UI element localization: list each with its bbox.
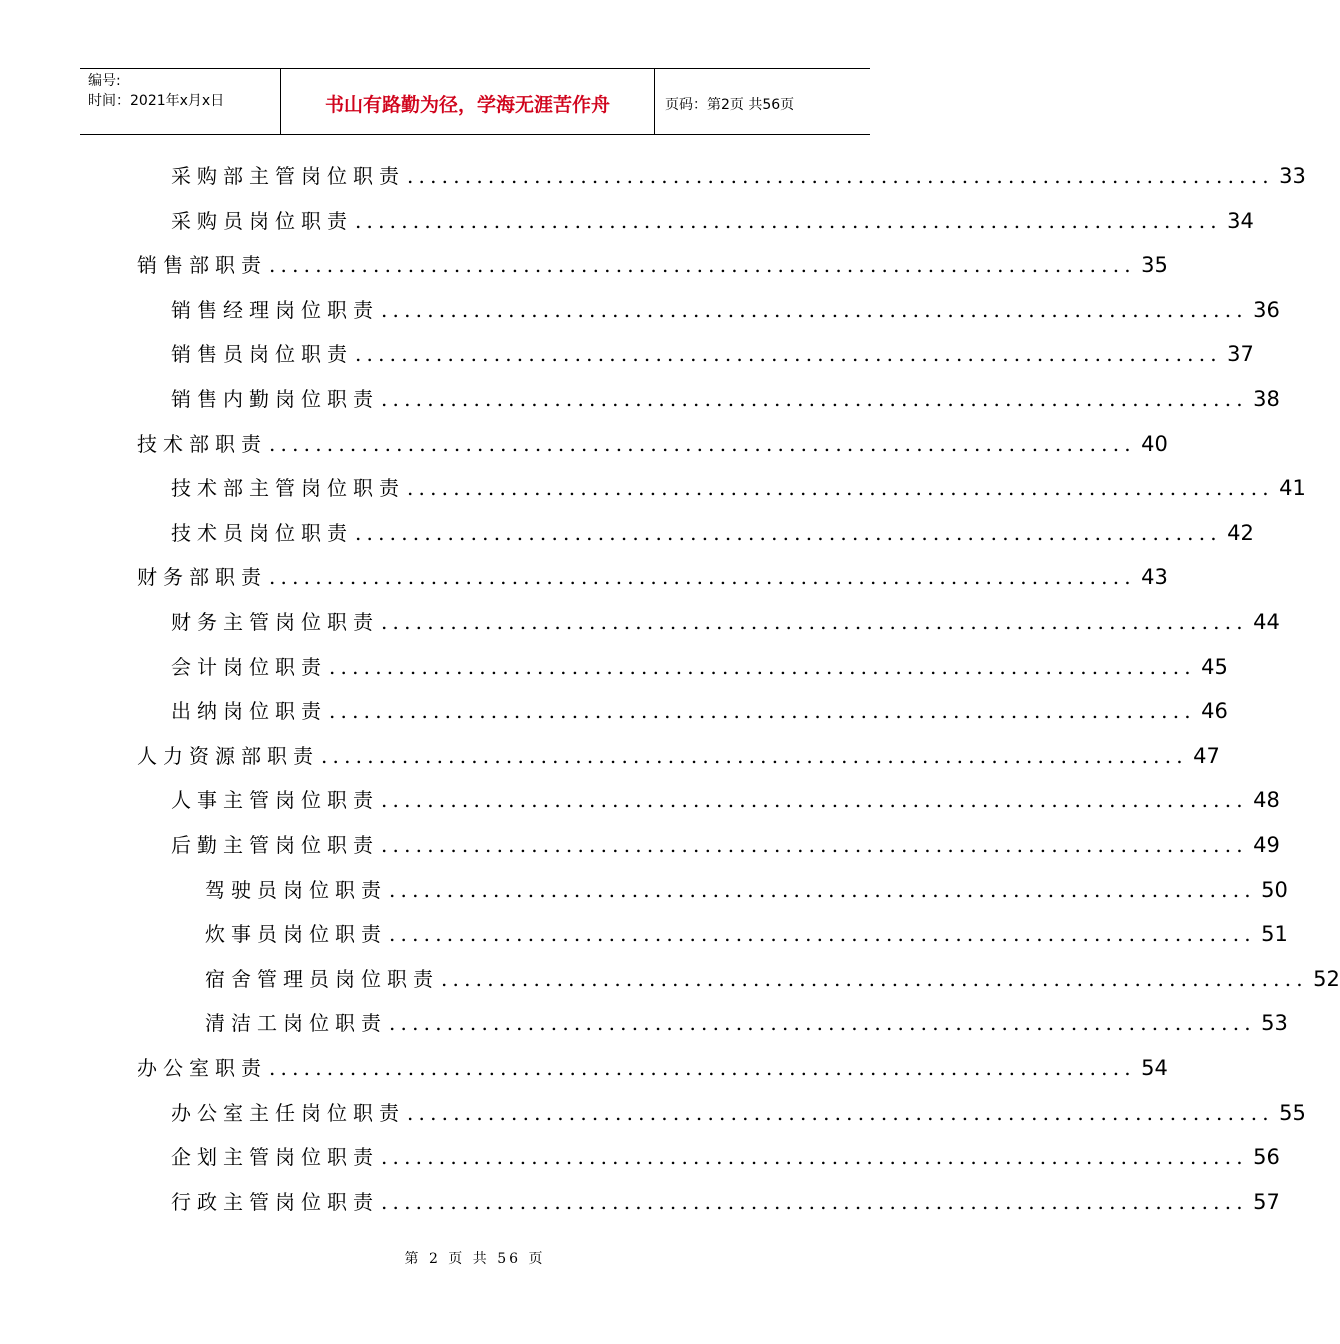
toc-entry-page: 40 — [1141, 431, 1168, 456]
toc-leader-dots: ........................................................................... — [389, 877, 1256, 902]
toc-entry-page: 33 — [1279, 164, 1306, 188]
toc-leader-dots: ........................................................................... — [407, 164, 1274, 188]
toc-entry[interactable] — [171, 695, 1228, 740]
toc-entry[interactable] — [205, 918, 1288, 963]
toc-entry[interactable] — [171, 338, 1254, 383]
toc-leader-dots: ........................................................................... — [329, 654, 1196, 679]
header-page-info: 页码：第2页 共56页 — [665, 96, 795, 113]
toc-entry-title: 办公室主任岗位职责 — [171, 1100, 405, 1125]
toc-entry[interactable] — [171, 651, 1228, 696]
toc-entry-page: 37 — [1227, 342, 1254, 367]
toc-leader-dots: ........................................................................... — [407, 1100, 1274, 1125]
toc-entry[interactable] — [171, 1141, 1280, 1186]
toc-leader-dots: ........................................................................... — [381, 788, 1248, 813]
toc-entry[interactable] — [171, 1097, 1306, 1142]
toc-entry[interactable] — [171, 205, 1254, 250]
toc-entry[interactable] — [171, 606, 1280, 651]
toc-entry-title: 技术部职责 — [137, 431, 267, 456]
toc-entry-page: 53 — [1261, 1011, 1288, 1036]
toc-entry-page: 50 — [1261, 877, 1288, 902]
toc-entry-page: 52 — [1313, 966, 1340, 991]
toc-entry[interactable] — [171, 383, 1280, 428]
toc-leader-dots: ........................................................................... — [269, 253, 1136, 278]
toc-leader-dots: ........................................................................... — [329, 699, 1196, 724]
toc-leader-dots: ........................................................................... — [407, 476, 1274, 501]
header-meta — [80, 69, 281, 134]
toc-entry-page: 34 — [1227, 208, 1254, 233]
toc-entry-page: 48 — [1253, 788, 1280, 813]
toc-leader-dots: ........................................................................... — [355, 342, 1222, 367]
toc-entry[interactable] — [137, 1052, 1168, 1097]
toc-entry-page: 35 — [1141, 253, 1168, 278]
toc-entry[interactable] — [137, 740, 1220, 785]
toc-entry[interactable] — [137, 249, 1168, 294]
toc-entry-title: 销售部职责 — [137, 253, 267, 278]
toc-entry-title: 出纳岗位职责 — [171, 699, 327, 724]
toc-leader-dots: ........................................................................... — [381, 1145, 1248, 1170]
toc-leader-dots: ........................................................................... — [381, 610, 1248, 634]
toc-entry-page: 44 — [1253, 610, 1280, 634]
page-header — [80, 68, 870, 135]
toc-leader-dots: ........................................................................... — [355, 208, 1222, 233]
toc-leader-dots: ........................................................................... — [389, 922, 1256, 947]
toc-entry-page: 36 — [1253, 297, 1280, 322]
toc-entry[interactable] — [171, 1186, 1280, 1231]
toc-entry-title: 会计岗位职责 — [171, 654, 327, 679]
toc-entry-page: 41 — [1279, 476, 1306, 501]
toc-entry-page: 38 — [1253, 387, 1280, 411]
toc-entry-page: 51 — [1261, 922, 1288, 947]
toc-entry[interactable] — [171, 829, 1280, 874]
toc-leader-dots: ........................................................................... — [269, 1056, 1136, 1080]
document-number-label: 编号: — [88, 73, 121, 89]
toc-entry[interactable] — [205, 874, 1288, 919]
toc-leader-dots: ........................................................................... — [381, 297, 1248, 322]
toc-entry[interactable] — [171, 784, 1280, 829]
toc-entry-title: 企划主管岗位职责 — [171, 1145, 379, 1170]
toc-entry-title: 后勤主管岗位职责 — [171, 833, 379, 857]
toc-entry-title: 财务部职责 — [137, 565, 267, 590]
toc-leader-dots: ........................................................................... — [269, 565, 1136, 590]
toc-entry-title: 销售员岗位职责 — [171, 342, 353, 367]
toc-entry[interactable] — [171, 472, 1306, 517]
toc-entry-page: 49 — [1253, 833, 1280, 857]
toc-entry-page: 56 — [1253, 1145, 1280, 1170]
toc-entry-page: 42 — [1227, 520, 1254, 545]
toc-leader-dots: ........................................................................... — [441, 966, 1308, 991]
toc-entry-title: 炊事员岗位职责 — [205, 922, 387, 947]
toc-entry-title: 宿舍管理员岗位职责 — [205, 966, 439, 991]
toc-leader-dots: ........................................................................... — [381, 833, 1248, 857]
toc-leader-dots: ........................................................................... — [381, 387, 1248, 411]
toc-leader-dots: ........................................................................... — [389, 1011, 1256, 1036]
header-motto: 书山有路勤为径，学海无涯苦作舟 — [281, 69, 655, 134]
document-time-label: 时间：2021年x月x日 — [88, 93, 225, 109]
toc-entry-title: 技术部主管岗位职责 — [171, 476, 405, 501]
toc-entry-page: 46 — [1201, 699, 1228, 724]
toc-leader-dots: ........................................................................... — [321, 743, 1188, 768]
toc-leader-dots: ........................................................................... — [269, 431, 1136, 456]
toc-entry[interactable] — [171, 160, 1306, 205]
toc-entry-title: 销售内勤岗位职责 — [171, 387, 379, 411]
toc-entry[interactable] — [137, 561, 1168, 606]
toc-entry-page: 47 — [1193, 743, 1220, 768]
toc-entry-title: 清洁工岗位职责 — [205, 1011, 387, 1036]
toc-entry-page: 55 — [1279, 1100, 1306, 1125]
toc-entry-page: 43 — [1141, 565, 1168, 590]
toc-entry[interactable] — [205, 963, 1340, 1008]
toc-entry-title: 销售经理岗位职责 — [171, 297, 379, 322]
toc-entry-title: 人事主管岗位职责 — [171, 788, 379, 813]
toc-entry[interactable] — [171, 294, 1280, 339]
toc-entry-title: 采购部主管岗位职责 — [171, 164, 405, 188]
toc-entry-page: 45 — [1201, 654, 1228, 679]
toc-entry[interactable] — [171, 517, 1254, 562]
toc-entry[interactable] — [137, 428, 1168, 473]
toc-entry-title: 行政主管岗位职责 — [171, 1189, 379, 1214]
toc-leader-dots: ........................................................................... — [355, 520, 1222, 545]
toc-entry-page: 54 — [1141, 1056, 1168, 1080]
toc-entry-title: 技术员岗位职责 — [171, 520, 353, 545]
page-footer: 第 2 页 共 56 页 — [404, 1251, 546, 1267]
toc-entry-title: 驾驶员岗位职责 — [205, 877, 387, 902]
toc-entry[interactable] — [205, 1007, 1288, 1052]
toc-entry-title: 人力资源部职责 — [137, 743, 319, 768]
toc-entry-title: 财务主管岗位职责 — [171, 610, 379, 634]
toc-entry-title: 办公室职责 — [137, 1056, 267, 1080]
toc-entry-title: 采购员岗位职责 — [171, 208, 353, 233]
toc-entry-page: 57 — [1253, 1189, 1280, 1214]
toc-leader-dots: ........................................................................... — [381, 1189, 1248, 1214]
